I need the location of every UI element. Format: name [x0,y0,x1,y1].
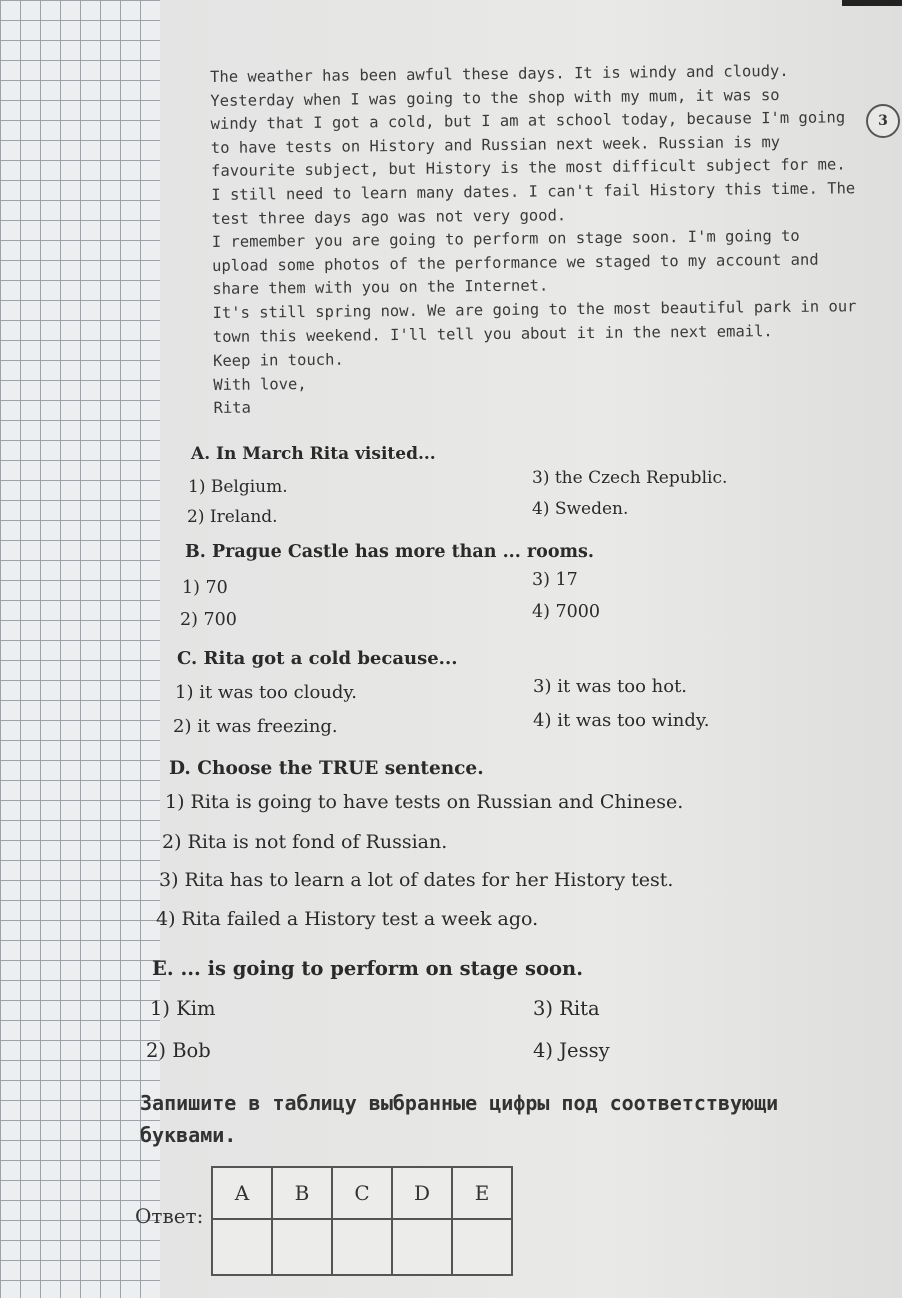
question-a-option-2[interactable]: 2) Ireland. [187,507,278,527]
question-e-option-2[interactable]: 2) Bob [146,1039,211,1062]
question-a-option-3[interactable]: 3) the Czech Republic. [532,468,728,488]
question-e-option-1[interactable]: 1) Kim [150,997,216,1020]
page-number-badge: 3 [866,104,900,138]
answer-input-row [212,1219,512,1275]
letter-closing: With love, [213,374,307,394]
answer-header-cell: B [272,1167,332,1219]
question-d-option-4[interactable]: 4) Rita failed a History test a week ago. [156,908,539,930]
answer-table [211,1166,513,1276]
question-d-title: D. Choose the TRUE sentence. [169,758,484,779]
letter-line: test three days ago was not very good. [211,205,567,228]
question-b-title: B. Prague Castle has more than ... rooms. [185,542,594,562]
question-a-option-1[interactable]: 1) Belgium. [188,477,288,497]
question-d-option-3[interactable]: 3) Rita has to learn a lot of dates for her History test. [159,869,674,891]
question-b-option-4[interactable]: 4) 7000 [532,602,601,622]
grid-paper-margin [0,0,162,1298]
question-a-option-4[interactable]: 4) Sweden. [532,499,629,519]
letter-line: I remember you are going to perform on stage soon. I'm going to [211,226,800,252]
letter-text [210,59,874,421]
answer-header-cell: A [212,1167,272,1219]
question-b-option-3[interactable]: 3) 17 [532,570,578,590]
question-b-option-2[interactable]: 2) 700 [180,610,237,630]
letter-line: upload some photos of the performance we staged to my account and [211,250,819,275]
question-e-option-4[interactable]: 4) Jessy [533,1039,610,1062]
answer-cell-d[interactable] [392,1219,452,1275]
question-d-option-2[interactable]: 2) Rita is not fond of Russian. [162,831,448,853]
letter-line: I still need to learn many dates. I can't fail History this time. The [211,179,856,204]
letter-line: favourite subject, but History is the most difficult subject for me. [211,155,846,181]
answer-cell-a[interactable] [212,1219,272,1275]
letter-line: It's still spring now. We are going to the most beautiful park in our [212,297,857,322]
question-e-option-3[interactable]: 3) Rita [533,997,600,1020]
page-corner-edge [842,0,902,6]
letter-signature: Rita [213,398,252,418]
question-b-option-1[interactable]: 1) 70 [182,578,228,598]
letter-line: to have tests on History and Russian next week. Russian is my [210,132,781,157]
letter-line: Yesterday when I was going to the shop with my mum, it was so [210,85,780,110]
answer-label: Ответ: [135,1204,204,1228]
letter-line: The weather has been awful these days. It is windy and cloudy. [210,61,789,86]
answer-cell-c[interactable] [332,1219,392,1275]
question-c-option-3[interactable]: 3) it was too hot. [533,676,688,697]
question-c-option-2[interactable]: 2) it was freezing. [173,716,338,737]
answer-header-cell: E [452,1167,512,1219]
answer-cell-e[interactable] [452,1219,512,1275]
question-c-option-4[interactable]: 4) it was too windy. [533,710,710,731]
question-e-title: E. ... is going to perform on stage soon. [152,957,584,980]
answer-header-cell: C [332,1167,392,1219]
question-d-option-1[interactable]: 1) Rita is going to have tests on Russian and Chinese. [165,791,684,813]
instruction-line-1: Запишите в таблицу выбранные цифры под соответствующи [140,1091,779,1115]
question-a-title: A. In March Rita visited... [191,444,436,464]
letter-closing: Keep in touch. [212,350,344,371]
question-c-title: C. Rita got a cold because... [177,648,458,669]
answer-cell-b[interactable] [272,1219,332,1275]
answer-instruction [140,1087,902,1151]
instruction-line-2: буквами. [140,1123,237,1147]
letter-line: share them with you on the Internet. [212,276,549,299]
letter-line: town this weekend. I'll tell you about it in the next email. [212,321,773,346]
question-c-option-1[interactable]: 1) it was too cloudy. [175,682,357,703]
answer-header-row [212,1167,512,1219]
letter-line: windy that I got a cold, but I am at school today, because I'm going [210,108,846,134]
answer-header-cell: D [392,1167,452,1219]
